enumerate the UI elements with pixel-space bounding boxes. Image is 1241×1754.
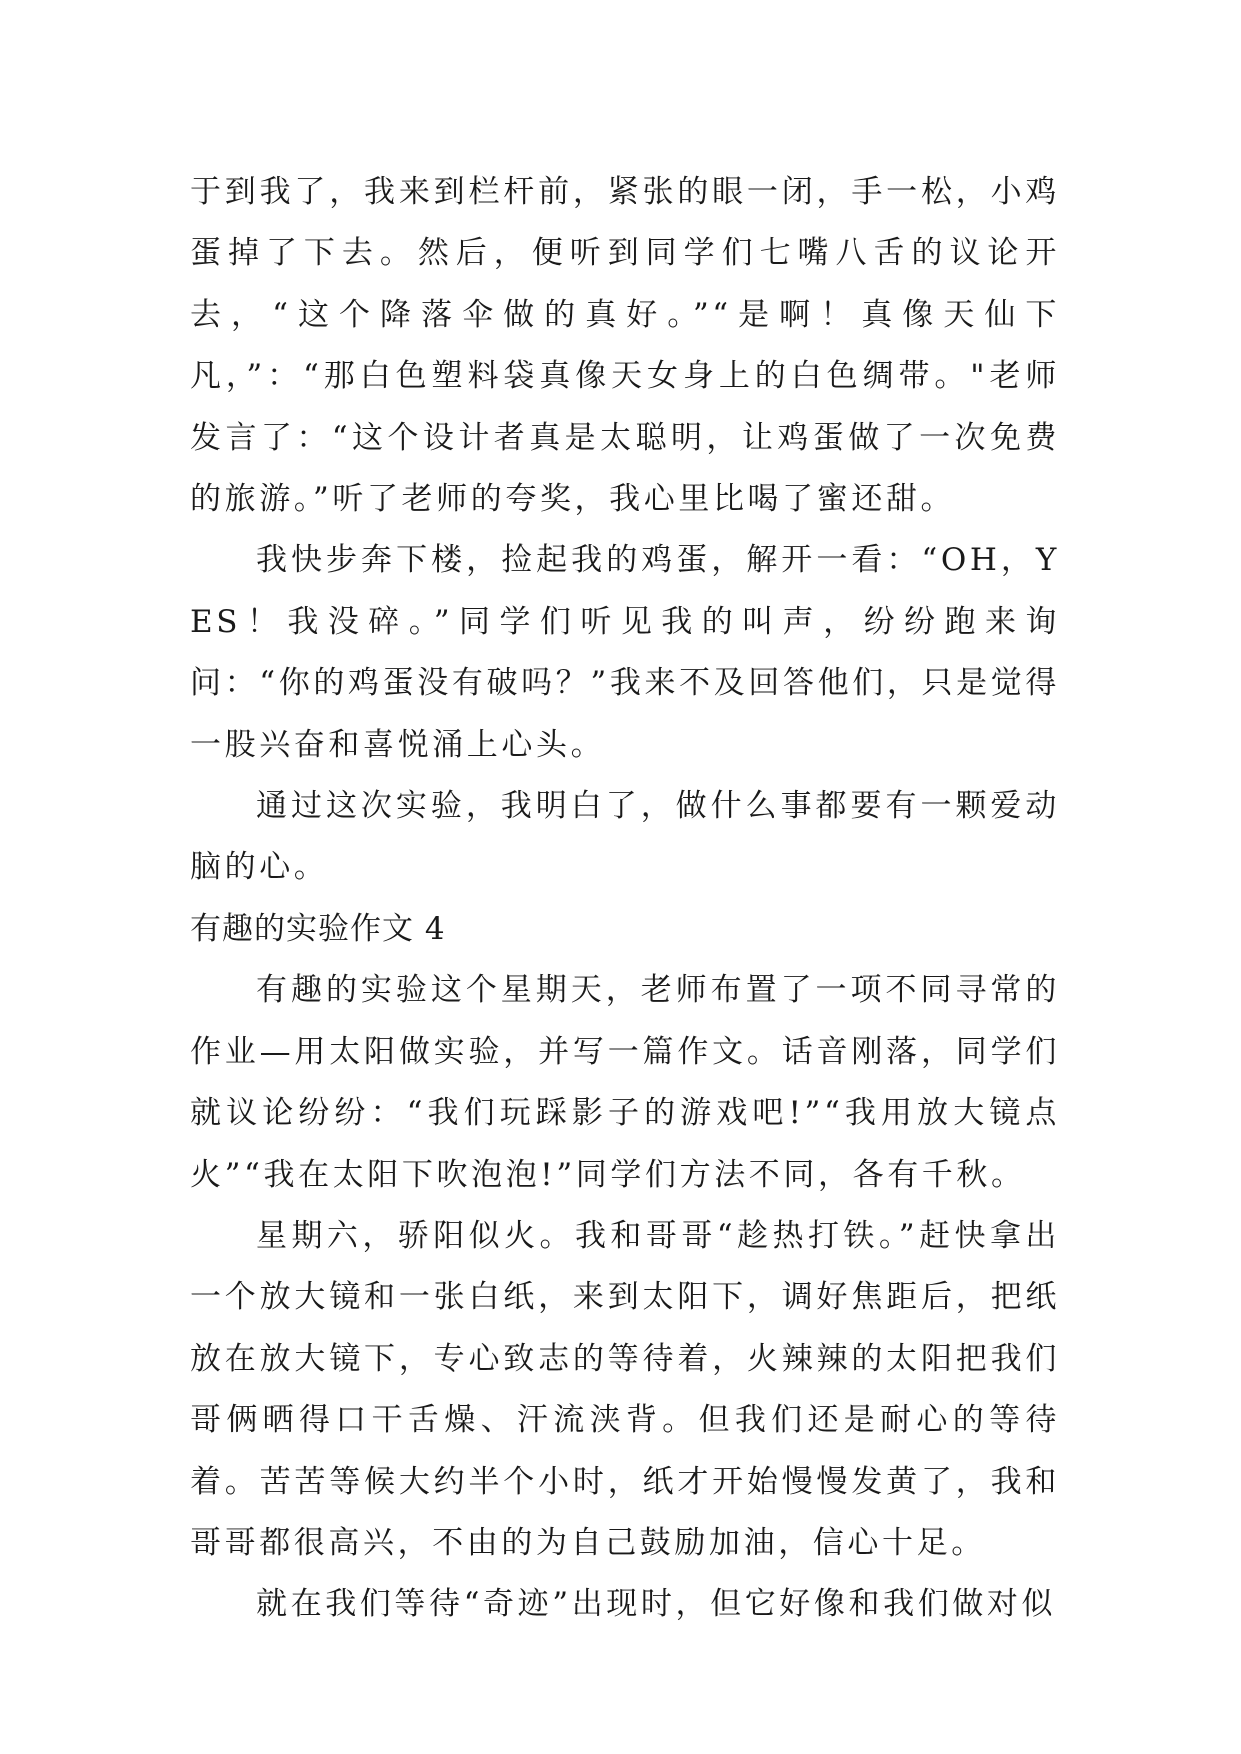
- paragraph-egg-drop-result: 于到我了，我来到栏杆前，紧张的眼一闭，手一松，小鸡蛋掉了下去。然后，便听到同学们七嘴八舌的议论开去，“这个降落伞做的真好。”“是啊！真像天仙下凡，”：“那白色塑料袋真像天女身上的白色绸带。"老师发言了：“这个设计者真是太聪明，让鸡蛋做了一次免费的旅游。”听了老师的夸奖，我心里比喝了蜜还甜。: [190, 174, 1060, 518]
- paragraph-magnifier-experiment: 星期六，骄阳似火。我和哥哥“趁热打铁。”赶快拿出一个放大镜和一张白纸，来到太阳下，调好焦距后，把纸放在放大镜下，专心致志的等待着，火辣辣的太阳把我们哥俩晒得口干舌燥、汗流浃背。但我们还是耐心的等待着。苦苦等候大约半个小时，纸才开始慢慢发黄了，我和哥哥都很高兴，不由的为自己鼓励加油，信心十足。: [190, 1217, 1060, 1561]
- document-body: [190, 162, 1060, 1636]
- section-heading: 有趣的实验作文 4: [190, 910, 446, 947]
- paragraph-lesson-learned: 通过这次实验，我明白了，做什么事都要有一颗爱动脑的心。: [190, 788, 1060, 886]
- paragraph-waiting-for-miracle: 就在我们等待“奇迹”出现时，但它好像和我们做对似: [256, 1586, 1057, 1623]
- paragraph-egg-not-broken: 我快步奔下楼，捡起我的鸡蛋，解开一看：“OH，YES！我没碎。”同学们听见我的叫声，纷纷跑来询问：“你的鸡蛋没有破吗？”我来不及回答他们，只是觉得一股兴奋和喜悦涌上心头。: [190, 542, 1060, 763]
- paragraph-sun-experiment-intro: 有趣的实验这个星期天，老师布置了一项不同寻常的作业—用太阳做实验，并写一篇作文。话音刚落，同学们就议论纷纷：“我们玩踩影子的游戏吧!”“我用放大镜点火”“我在太阳下吹泡泡!”同学们方法不同，各有千秋。: [190, 972, 1060, 1193]
